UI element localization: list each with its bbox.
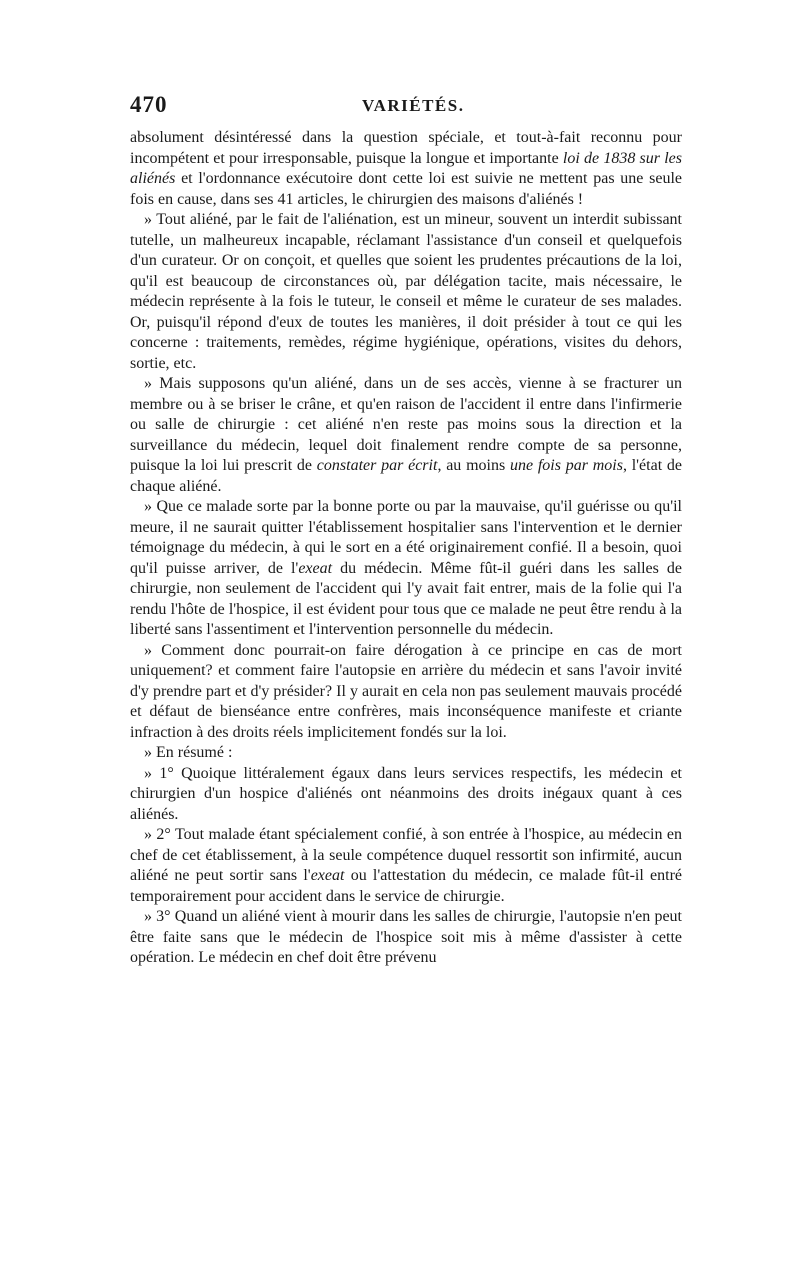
page-number: 470: [130, 92, 168, 117]
text-run: » 3° Quand un aliéné vient à mourir dans les salles de chirurgie, l'autopsie n'en peut être faite sans que le médecin de l'hospice soit mis à même d'assister à cette opération. Le médecin en chef doit être prévenu: [130, 908, 682, 966]
paragraph: [130, 825, 682, 907]
text-run: absolument désintéressé dans la question spéciale, et tout-à-fait reconnu pour incompétent et pour irresponsable, puisque la longue et importante: [130, 129, 682, 167]
text-run: , au moins: [437, 457, 510, 474]
text-run: » 2° Tout malade étant spécialement confié, à son entrée à l'hospice, au médecin en chef de cet établissement, à la seule compétence duquel ressortit son infirmité, aucun aliéné ne peut sortir sans l': [130, 826, 682, 884]
text-run: , l'état de chaque aliéné.: [130, 457, 683, 495]
text-run: ou l'attestation du médecin, ce malade fût-il entré temporairement pour accident dans le service de chirurgie.: [130, 867, 683, 905]
paragraph: [130, 743, 682, 764]
body-text: [130, 128, 682, 969]
text-run: » 1° Quoique littéralement égaux dans leurs services respectifs, les médecin et chirurgien d'un hospice d'aliénés ont néanmoins des droits inégaux quant à ces aliénés.: [130, 764, 682, 823]
text-run: » Comment donc pourrait-on faire dérogation à ce principe en cas de mort uniquement? et comment faire l'autopsie en arrière du médecin et sans l'avoir invité d'y prendre part et d'y présider? Il y aurait en cela non pas seulement mauvais procédé et défaut de bienséance entre confrères, mais inconséquence manifeste et criante infraction à des droits réels implicitement fondés sur la loi.: [130, 641, 682, 741]
paragraph: [130, 641, 682, 744]
paragraph: [130, 128, 682, 210]
paragraph: [130, 907, 682, 969]
paragraph: [130, 210, 682, 374]
text-run: et l'ordonnance exécutoire dont cette loi est suivie ne mettent pas une seule fois en cause, dans ses 41 articles, le chirurgien des maisons d'aliénés !: [130, 170, 682, 208]
text-run: » Mais supposons qu'un aliéné, dans un de ses accès, vienne à se fracturer un membre ou à se briser le crâne, et qu'en raison de l'accident il entre dans l'infirmerie ou salle de chirurgie : cet aliéné n'en reste pas moins sous la direction et la surveillance du médecin, lequel doit finalement rendre compte de sa personne, puisque la loi lui prescrit de: [130, 375, 682, 474]
italic-text: exeat: [310, 867, 345, 884]
text-run: » Que ce malade sorte par la bonne porte ou par la mauvaise, qu'il guérisse ou qu'il meure, il ne saurait quitter l'établissement hospitalier sans l'intervention et le dernier témoignage du médecin, à qui le sort en a été originairement confié. Il a besoin, quoi qu'il puisse arriver, de l': [130, 498, 682, 577]
italic-text: loi de 1838 sur les aliénés: [130, 149, 682, 187]
italic-text: exeat: [298, 559, 333, 577]
paragraph: [130, 374, 682, 497]
text-run: » En résumé :: [144, 744, 233, 761]
paragraph: [130, 497, 682, 641]
text-run: du médecin. Même fût-il guéri dans les salles de chirurgie, non seulement de l'accident qui l'y avait fait entrer, mais de la folie qui l'a rendu l'hôte de l'hospice, il est évident pour tous que ce malade ne peut être rendu à la liberté sans l'assentiment et l'intervention personnelle du médecin.: [130, 559, 682, 638]
italic-text: une fois par mois: [509, 457, 623, 474]
italic-text: constater par écrit: [316, 457, 438, 474]
paragraph: [130, 764, 682, 826]
text-run: » Tout aliéné, par le fait de l'aliénation, est un mineur, souvent un interdit subissant tutelle, un malheureux incapable, réclamant l'assistance d'un conseil et quelquefois d'un curateur. Or on conçoit, et quelles que soient les prudentes précautions de la loi, qu'il est beaucoup de circonstances où, par délégation tacite, mais nécessaire, le médecin représente à la fois le tuteur, le conseil et même le curateur de ses malades. Or, puisqu'il répond d'eux de toutes les manières, il doit présider à tout ce qui les concerne : traitements, remèdes, régime hygiénique, opérations, visites du dehors, sortie, etc.: [130, 211, 682, 372]
page-header: [130, 92, 682, 124]
running-title: VARIÉTÉS.: [362, 96, 465, 115]
